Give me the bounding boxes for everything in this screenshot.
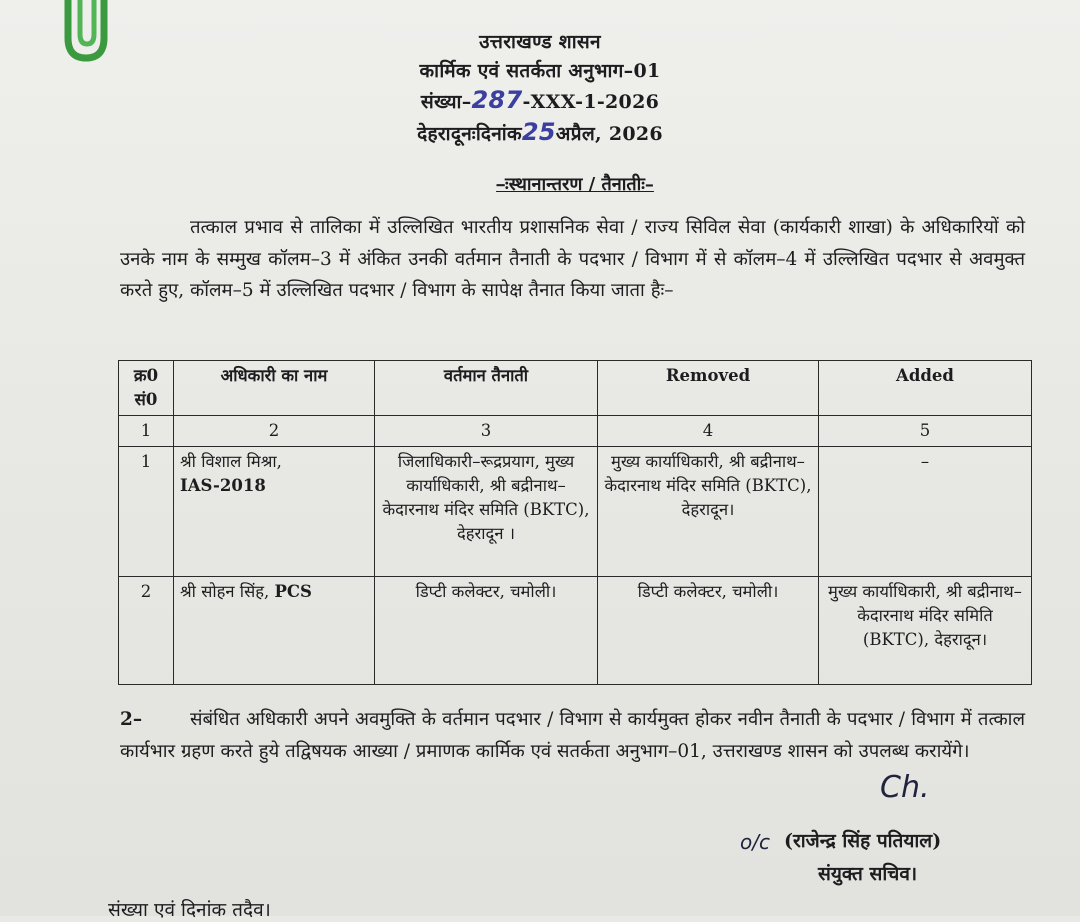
row-added: – xyxy=(819,447,1032,577)
order-date xyxy=(0,118,1080,146)
row-sno: 1 xyxy=(119,447,174,577)
date-handwritten: 25 xyxy=(521,118,556,146)
officer-service: PCS xyxy=(274,582,312,601)
row-current-posting: जिलाधिकारी–रूद्रप्रयाग, मुख्य कार्याधिकारी, श्री बद्रीनाथ–केदारनाथ मंदिर समिति (BKTC), देहरादून । xyxy=(375,447,598,577)
signatory-designation: संयुक्त सचिव। xyxy=(818,863,918,885)
table-row xyxy=(119,447,1032,577)
table-header-row xyxy=(119,361,1032,416)
row-officer xyxy=(174,577,375,685)
col-number: 4 xyxy=(598,416,819,447)
col-number: 5 xyxy=(819,416,1032,447)
row-current-posting: डिप्टी कलेक्टर, चमोली। xyxy=(375,577,598,685)
footer-note: संख्या एवं दिनांक तदैव। xyxy=(108,899,271,921)
date-suffix: अप्रैल, 2026 xyxy=(555,123,663,145)
col-number: 3 xyxy=(375,416,598,447)
header-sno: क्र0 सं0 xyxy=(119,361,174,416)
paragraph-2: 2– संबंधित अधिकारी अपने अवमुक्ति के वर्तमान पदभार / विभाग से कार्यमुक्त होकर नवीन तैनाती के पदभार / विभाग में तत्काल कार्यभार ग्रहण करते हुये तद्विषयक आख्या / प्रमाणक कार्मिक एवं सतर्कता अनुभाग–01, उत्तराखण्ड शासन को उपलब्ध करायेंगे। xyxy=(120,704,1025,767)
officer-service: IAS-2018 xyxy=(180,476,266,495)
number-handwritten: 287 xyxy=(471,86,523,114)
ol-mark: o/c xyxy=(740,830,770,854)
header-name: अधिकारी का नाम xyxy=(174,361,375,416)
paragraph-2-label: 2– xyxy=(120,709,143,730)
govt-title: उत्तराखण्ड शासन xyxy=(479,31,601,53)
row-officer xyxy=(174,447,375,577)
number-suffix: -XXX-1-2026 xyxy=(522,91,660,113)
department-title: कार्मिक एवं सतर्कता अनुभाग–01 xyxy=(419,60,661,82)
date-prefix: देहरादूनःदिनांक xyxy=(417,123,522,145)
officer-name: श्री सोहन सिंह, xyxy=(180,582,270,601)
signatory-name: (राजेन्द्र सिंह पतियाल) xyxy=(784,830,942,852)
col-number: 1 xyxy=(119,416,174,447)
order-number xyxy=(0,86,1080,114)
number-prefix: संख्या– xyxy=(420,91,472,113)
row-sno: 2 xyxy=(119,577,174,685)
officer-name: श्री विशाल मिश्रा, xyxy=(180,452,282,471)
header-added: Added xyxy=(819,361,1032,416)
initials-mark: Ch. xyxy=(880,770,930,805)
header-current: वर्तमान तैनाती xyxy=(375,361,598,416)
subject-line: –ःस्थानान्तरण / तैनातीः– xyxy=(496,174,654,195)
col-number: 2 xyxy=(174,416,375,447)
row-removed: डिप्टी कलेक्टर, चमोली। xyxy=(598,577,819,685)
paragraph-1: तत्काल प्रभाव से तालिका में उल्लिखित भारतीय प्रशासनिक सेवा / राज्य सिविल सेवा (कार्यकारी शाखा) के अधिकारियों को उनके नाम के सम्मुख कॉलम–3 में अंकित उनकी वर्तमान तैनाती के पदभार / विभाग में से कॉलम–4 में उल्लिखित पदभार से अवमुक्त करते हुए, कॉलम–5 में उल्लिखित पदभार / विभाग के सापेक्ष तैनात किया जाता हैः– xyxy=(120,217,1025,301)
row-added: मुख्य कार्याधिकारी, श्री बद्रीनाथ–केदारनाथ मंदिर समिति (BKTC), देहरादून। xyxy=(819,577,1032,685)
column-number-row xyxy=(119,416,1032,447)
table-row xyxy=(119,577,1032,685)
transfer-table xyxy=(118,360,1032,685)
row-removed: मुख्य कार्याधिकारी, श्री बद्रीनाथ–केदारनाथ मंदिर समिति (BKTC), देहरादून। xyxy=(598,447,819,577)
header-removed: Removed xyxy=(598,361,819,416)
